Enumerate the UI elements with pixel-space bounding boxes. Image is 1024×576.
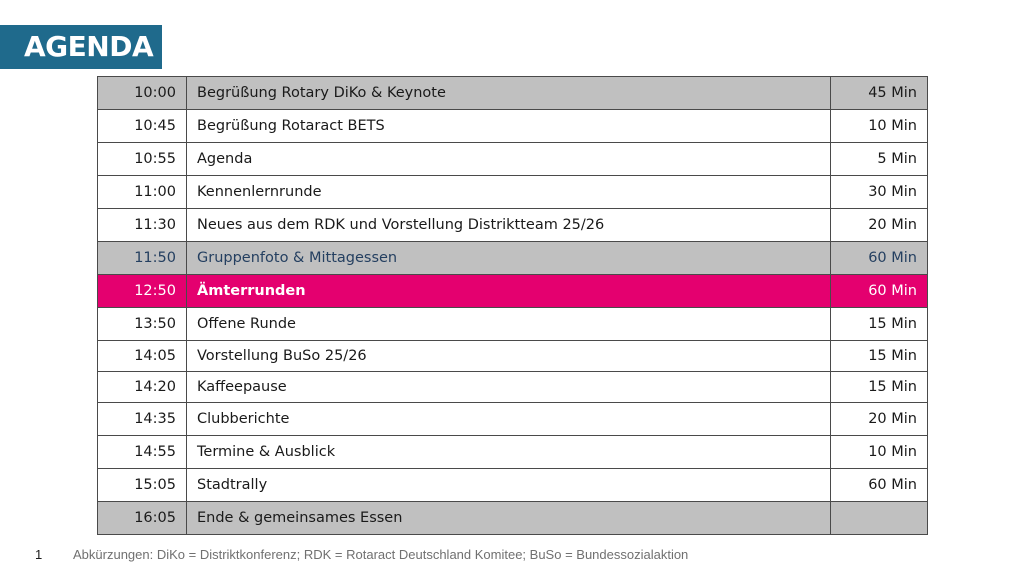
agenda-time: 14:20 bbox=[98, 372, 187, 403]
agenda-row-3 bbox=[98, 143, 928, 176]
agenda-duration: 15 Min bbox=[831, 372, 928, 403]
agenda-row-11 bbox=[98, 403, 928, 436]
agenda-topic: Neues aus dem RDK und Vorstellung Distriktteam 25/26 bbox=[187, 209, 831, 242]
agenda-time: 15:05 bbox=[98, 469, 187, 502]
agenda-row-2 bbox=[98, 110, 928, 143]
agenda-table bbox=[97, 76, 928, 535]
agenda-time: 11:50 bbox=[98, 242, 187, 275]
agenda-topic: Stadtrally bbox=[187, 469, 831, 502]
agenda-topic: Clubberichte bbox=[187, 403, 831, 436]
agenda-duration: 10 Min bbox=[831, 436, 928, 469]
agenda-time: 14:05 bbox=[98, 341, 187, 372]
agenda-duration: 10 Min bbox=[831, 110, 928, 143]
agenda-duration: 30 Min bbox=[831, 176, 928, 209]
agenda-row-4 bbox=[98, 176, 928, 209]
agenda-duration: 60 Min bbox=[831, 469, 928, 502]
agenda-topic: Gruppenfoto & Mittagessen bbox=[187, 242, 831, 275]
agenda-time: 12:50 bbox=[98, 275, 187, 308]
agenda-topic: Agenda bbox=[187, 143, 831, 176]
slide-title: AGENDA bbox=[0, 25, 162, 69]
agenda-time: 10:45 bbox=[98, 110, 187, 143]
agenda-time: 11:00 bbox=[98, 176, 187, 209]
agenda-topic: Begrüßung Rotaract BETS bbox=[187, 110, 831, 143]
agenda-time: 14:55 bbox=[98, 436, 187, 469]
agenda-topic: Offene Runde bbox=[187, 308, 831, 341]
agenda-topic: Ämterrunden bbox=[187, 275, 831, 308]
agenda-row-7-highlighted bbox=[98, 275, 928, 308]
agenda-duration: 60 Min bbox=[831, 275, 928, 308]
agenda-row-10 bbox=[98, 372, 928, 403]
agenda-time: 16:05 bbox=[98, 502, 187, 535]
agenda-row-8 bbox=[98, 308, 928, 341]
page-number: 1 bbox=[35, 547, 43, 562]
agenda-topic: Kennenlernrunde bbox=[187, 176, 831, 209]
agenda-topic: Vorstellung BuSo 25/26 bbox=[187, 341, 831, 372]
agenda-row-5 bbox=[98, 209, 928, 242]
agenda-duration bbox=[831, 502, 928, 535]
agenda-duration: 15 Min bbox=[831, 308, 928, 341]
agenda-time: 13:50 bbox=[98, 308, 187, 341]
agenda-row-9 bbox=[98, 341, 928, 372]
agenda-row-1 bbox=[98, 77, 928, 110]
agenda-row-6 bbox=[98, 242, 928, 275]
agenda-row-12 bbox=[98, 436, 928, 469]
agenda-time: 14:35 bbox=[98, 403, 187, 436]
agenda-topic: Termine & Ausblick bbox=[187, 436, 831, 469]
agenda-topic: Ende & gemeinsames Essen bbox=[187, 502, 831, 535]
agenda-duration: 20 Min bbox=[831, 403, 928, 436]
agenda-time: 10:55 bbox=[98, 143, 187, 176]
agenda-duration: 60 Min bbox=[831, 242, 928, 275]
agenda-time: 10:00 bbox=[98, 77, 187, 110]
agenda-duration: 45 Min bbox=[831, 77, 928, 110]
agenda-duration: 20 Min bbox=[831, 209, 928, 242]
agenda-topic: Begrüßung Rotary DiKo & Keynote bbox=[187, 77, 831, 110]
agenda-row-13 bbox=[98, 469, 928, 502]
agenda-topic: Kaffeepause bbox=[187, 372, 831, 403]
agenda-time: 11:30 bbox=[98, 209, 187, 242]
abbreviations-footnote: Abkürzungen: DiKo = Distriktkonferenz; RDK = Rotaract Deutschland Komitee; BuSo = Bundessozialaktion bbox=[73, 547, 689, 562]
agenda-duration: 5 Min bbox=[831, 143, 928, 176]
agenda-duration: 15 Min bbox=[831, 341, 928, 372]
agenda-row-14 bbox=[98, 502, 928, 535]
